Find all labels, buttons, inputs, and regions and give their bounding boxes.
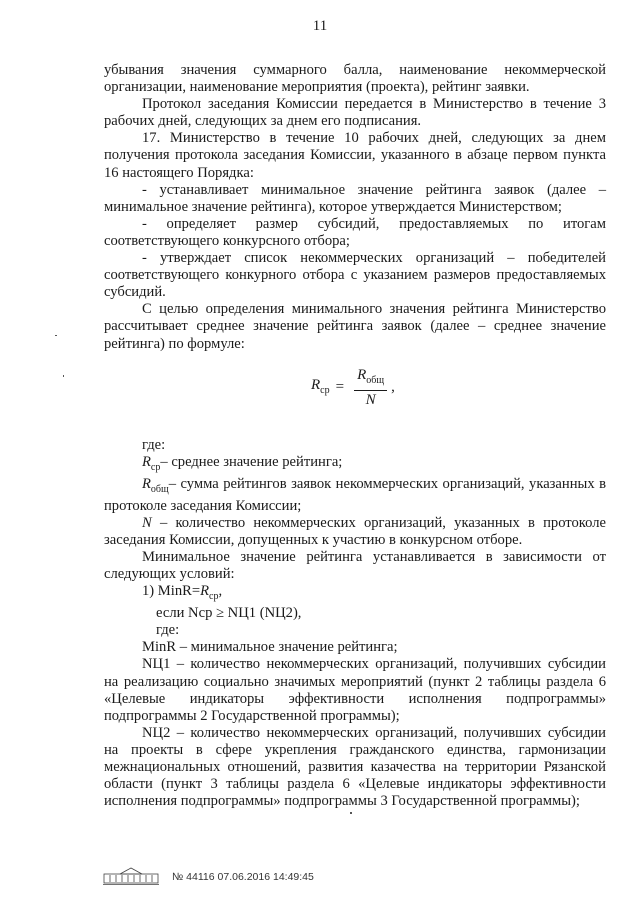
- page-number: 11: [312, 18, 328, 34]
- paragraph-2: Протокол заседания Комиссии передается в Министерство в течение 3 рабочих дней, следующих за днем его подписания.: [104, 96, 606, 130]
- formula-numerator: $R_{общ}$: [354, 367, 387, 391]
- paragraph-3: 17. Министерство в течение 10 рабочих дней, следующих за днем получения протокола заседания Комиссии, указанного в абзаце первом пункта 16 настоящего Порядка:: [104, 130, 606, 181]
- paragraph-4: - устанавливает минимальное значение рейтинга заявок (далее – минимальное значение рейтинга), которое утверждается Министерством;: [104, 181, 606, 215]
- registry-footer: [102, 866, 314, 888]
- formula-denominator: N: [365, 391, 376, 408]
- paragraph-5: - определяет размер субсидий, предоставляемых по итогам соответствующего конкурсного отбора;: [104, 215, 606, 249]
- paragraph-7: С целью определения минимального значения рейтинга Министерство рассчитывает среднее значение рейтинга заявок (далее – среднее значение рейтинга) по формуле:: [104, 301, 606, 352]
- definition-rcp: $R_{ср}-$ среднее значение рейтинга;: [142, 453, 343, 473]
- formula-tail: ,: [391, 379, 395, 396]
- formula-equals: =: [335, 379, 345, 396]
- where-label: где:: [142, 436, 166, 453]
- definition-nc1: NЦ1 – количество некоммерческих организаций, получивших субсидии на реализацию социально значимых мероприятий (пункт 2 таблицы раздела 6 «Целевые индикаторы эффективности исполнения подпрограммы» подпрограммы 2 Государственной программы);: [104, 656, 606, 724]
- scan-speck: [350, 812, 352, 814]
- definition-robsh: $R_{общ}-$ сумма рейтингов заявок некоммерческих организаций, указанных в протоколе заседания Комиссии;: [104, 475, 606, 514]
- building-logo-icon: [102, 866, 160, 889]
- scan-speck: [55, 335, 57, 336]
- scan-speck: [63, 375, 64, 377]
- paragraph-1: убывания значения суммарного балла, наименование некоммерческой организации, наименование мероприятия (проекта), рейтинг заявки.: [104, 62, 606, 96]
- formula-expression: [311, 367, 395, 409]
- formula-fraction: [354, 367, 387, 409]
- registry-number: № 44116 07.06.2016 14:49:45: [172, 871, 314, 883]
- formula-lhs: $R_{ср}$: [311, 376, 330, 396]
- definition-n: N – количество некоммерческих организаций, указанных в протоколе заседания Комиссии, допущенных к участию в конкурсном отборе.: [104, 514, 606, 548]
- definition-nc2: NЦ2 – количество некоммерческих организаций, получивших субсидии на проекты в сфере укрепления гражданского единства, гармонизации межнациональных отношений, развития казачества на территории Рязанской области (пункт 3 таблицы раздела 6 «Целевые индикаторы эффективности исполнения подпрограммы» подпрограммы 3 Государственной программы);: [104, 724, 606, 810]
- condition-1: 1) $MinR=R_{ср}$,: [142, 583, 223, 603]
- paragraph-8: Минимальное значение рейтинга устанавливается в зависимости от следующих условий:: [104, 548, 606, 583]
- document-body: [104, 62, 606, 810]
- paragraph-6: - утверждает список некоммерческих организаций – победителей соответствующего конкурного отбора с указанием размеров предоставляемых субсидий.: [104, 250, 606, 301]
- condition-1-if: если Nср ≥ NЦ1 (NЦ2),: [156, 605, 302, 622]
- definition-minr: MinR – минимальное значение рейтинга;: [142, 639, 398, 656]
- formula: [104, 353, 606, 437]
- where-label-2: где:: [156, 622, 180, 639]
